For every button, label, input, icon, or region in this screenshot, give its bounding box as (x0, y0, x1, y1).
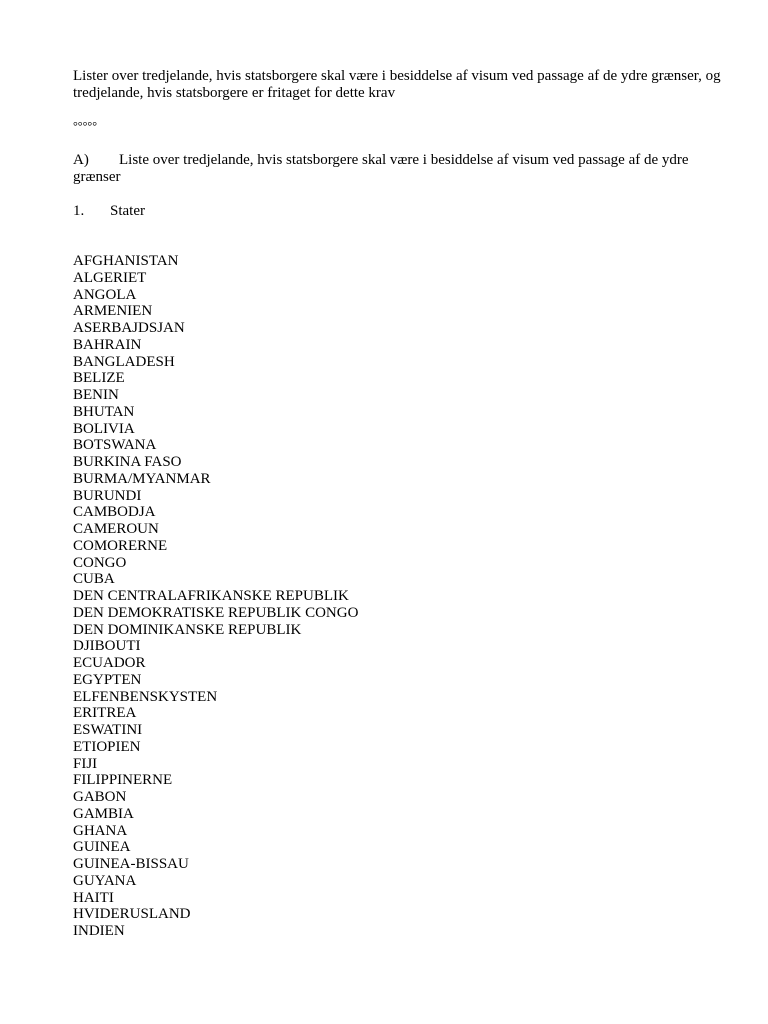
country-item: ASERBAJDSJAN (73, 320, 185, 336)
country-item: GUINEA (73, 839, 131, 856)
separator-marks: °°°°° (73, 119, 97, 133)
section-a-heading (73, 152, 723, 186)
subsection-1-number: 1. (73, 203, 85, 219)
country-item: BENIN (73, 387, 119, 403)
subsection-1-title: Stater (110, 203, 145, 219)
country-item: HVIDERUSLAND (73, 906, 191, 923)
country-item: BELIZE (73, 370, 125, 387)
section-a-number: A) (73, 152, 89, 168)
country-item: GUINEA-BISSAU (73, 856, 189, 872)
country-item: BURMA/MYANMAR (73, 470, 211, 487)
country-item: FILIPPINERNE (73, 772, 173, 789)
country-item: BOLIVIA (73, 420, 135, 437)
country-item: ELFENBENSKYSTEN (73, 688, 218, 705)
country-item: GUYANA (73, 872, 137, 889)
country-item: GAMBIA (73, 805, 134, 822)
country-item: CAMBODJA (73, 504, 156, 521)
country-item: GHANA (73, 822, 128, 839)
country-item: DEN DEMOKRATISKE REPUBLIK CONGO (73, 604, 359, 621)
country-item: BHUTAN (73, 403, 135, 420)
country-list (73, 253, 358, 940)
country-item: ALGERIET (73, 269, 147, 286)
country-item: ANGOLA (73, 286, 137, 303)
country-item: COMORERNE (73, 537, 168, 554)
country-item: BURUNDI (73, 487, 142, 504)
country-item: ESWATINI (73, 722, 143, 738)
country-item: ETIOPIEN (73, 738, 141, 755)
country-item: CAMEROUN (73, 521, 159, 537)
country-item: EGYPTEN (73, 671, 142, 688)
intro-paragraph: Lister over tredjelande, hvis statsborgere skal være i besiddelse af visum ved passage af de ydre grænser, og tredjelande, hvis statsborgere er fritaget for dette krav (73, 68, 721, 101)
country-item: GABON (73, 789, 127, 805)
country-item: DJIBOUTI (73, 638, 141, 655)
country-item: CONGO (73, 554, 127, 571)
country-item: ARMENIEN (73, 303, 153, 320)
country-item: FIJI (73, 755, 98, 772)
country-item: BANGLADESH (73, 353, 175, 370)
country-item: ERITREA (73, 705, 137, 722)
country-item: ECUADOR (73, 655, 146, 671)
subsection-1-heading (73, 203, 145, 220)
country-item: BAHRAIN (73, 336, 142, 353)
country-item: DEN CENTRALAFRIKANSKE REPUBLIK (73, 588, 349, 604)
country-item: BOTSWANA (73, 437, 157, 454)
country-item: HAITI (73, 889, 114, 906)
country-item: CUBA (73, 571, 115, 588)
country-item: DEN DOMINIKANSKE REPUBLIK (73, 621, 302, 638)
country-item: BURKINA FASO (73, 454, 182, 470)
section-a-title: Liste over tredjelande, hvis statsborgere skal være i besiddelse af visum ved passage af de ydre grænser (73, 152, 689, 185)
country-item: INDIEN (73, 923, 125, 939)
country-item: AFGHANISTAN (73, 253, 179, 269)
